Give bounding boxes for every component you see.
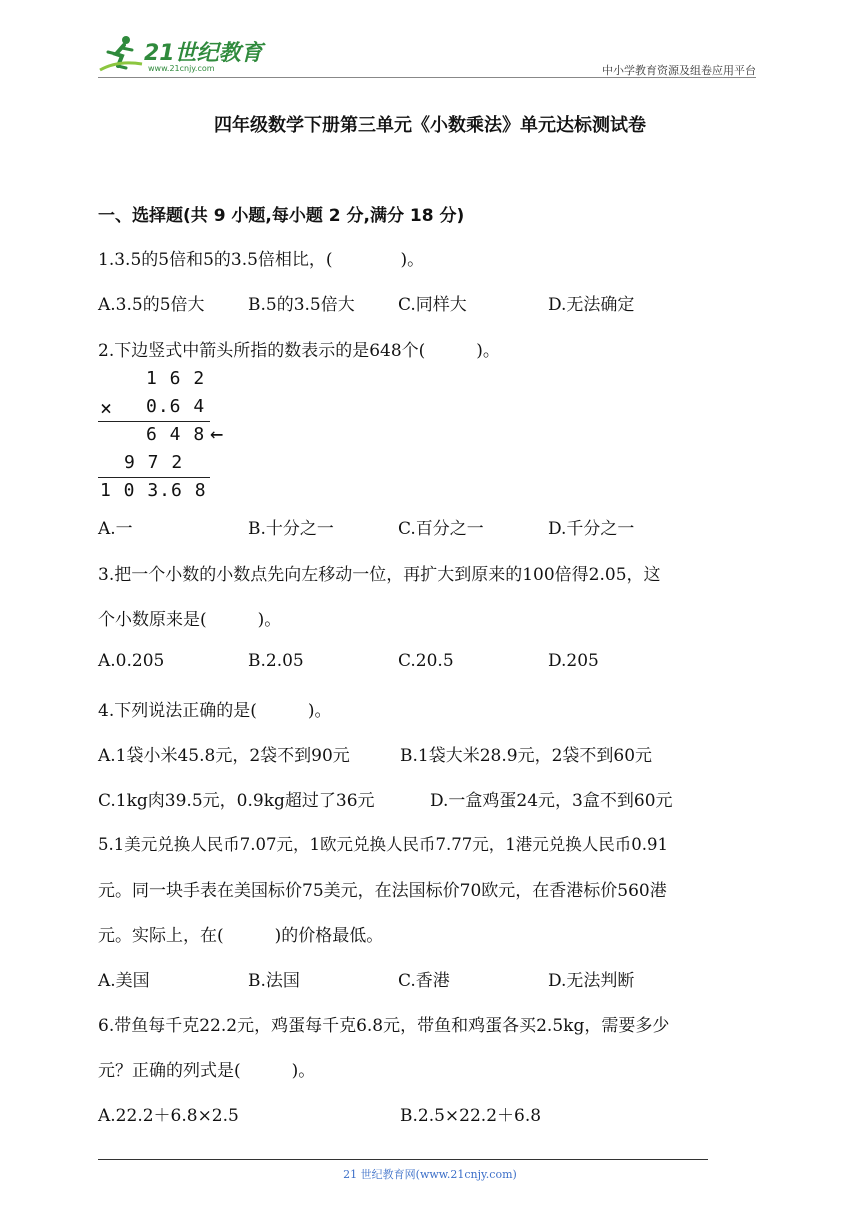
calc-divider-1 [98,421,210,422]
page-title: 四年级数学下册第三单元《小数乘法》单元达标测试卷 [214,115,646,136]
question-3-line-1: 3.把一个小数的小数点先向左移动一位，再扩大到原来的100倍得2.05，这 [98,565,661,585]
footer-divider [98,1159,708,1160]
q5-option-d: D.无法判断 [548,971,635,991]
question-2: 2.下边竖式中箭头所指的数表示的是648个( )。 [98,341,500,361]
q4-option-a: A.1袋小米45.8元，2袋不到90元 [98,746,350,766]
logo [98,34,268,74]
q3-option-b: B.2.05 [248,651,304,671]
question-5-line-2: 元。同一块手表在美国标价75美元，在法国标价70欧元，在香港标价560港 [98,881,667,901]
q4-option-b: B.1袋大米28.9元，2袋不到60元 [400,746,653,766]
q4-option-d: D.一盒鸡蛋24元，3盒不到60元 [430,791,673,811]
q4-option-c: C.1kg肉39.5元，0.9kg超过了36元 [98,791,375,811]
q3-option-a: A.0.205 [98,651,165,671]
q5-option-c: C.香港 [398,971,450,991]
q2-option-b: B.十分之一 [248,519,334,539]
calc-divider-2 [98,477,210,478]
q5-option-b: B.法国 [248,971,300,991]
q2-option-d: D.千分之一 [548,519,635,539]
q3-option-c: C.20.5 [398,651,454,671]
logo-url: www.21cnjy.com [148,64,215,73]
q2-option-a: A.一 [98,519,133,539]
q1-option-b: B.5的3.5倍大 [248,295,355,315]
header-divider [98,77,756,78]
q6-option-a: A.22.2＋6.8×2.5 [98,1106,239,1126]
calc-row-2: 0.6 4 [146,396,206,417]
q1-option-c: C.同样大 [398,295,467,315]
q1-option-a: A.3.5的5倍大 [98,295,205,315]
section-heading: 一、选择题(共 9 小题,每小题 2 分,满分 18 分) [98,206,465,226]
page-footer: 21 世纪教育网(www.21cnjy.com) [343,1168,517,1181]
runner-logo-icon [98,34,144,74]
question-6-line-2: 元？正确的列式是( )。 [98,1061,316,1081]
q3-option-d: D.205 [548,651,599,671]
calc-row-4: 9 7 2 [124,452,184,473]
q2-option-c: C.百分之一 [398,519,484,539]
platform-name: 中小学教育资源及组卷应用平台 [602,64,756,77]
question-4: 4.下列说法正确的是( )。 [98,701,332,721]
question-3-line-2: 个小数原来是( )。 [98,610,282,630]
q1-option-d: D.无法确定 [548,295,635,315]
calc-row-3: 6 4 8 [146,424,206,445]
question-1: 1.3.5的5倍和5的3.5倍相比，( )。 [98,250,425,270]
vertical-multiplication [98,366,238,506]
question-5-line-1: 5.1美元兑换人民币7.07元，1欧元兑换人民币7.77元，1港元兑换人民币0.91 [98,835,668,854]
calc-row-5: 1 0 3.6 8 [100,480,207,501]
logo-text: 21世纪教育 [144,41,263,66]
arrow-icon: ← [210,422,224,447]
page-header [98,30,756,78]
question-5-line-3: 元。实际上，在( )的价格最低。 [98,926,384,946]
multiply-sign: × [100,396,113,420]
question-6-line-1: 6.带鱼每千克22.2元，鸡蛋每千克6.8元，带鱼和鸡蛋各买2.5kg，需要多少 [98,1016,670,1036]
q6-option-b: B.2.5×22.2＋6.8 [400,1106,542,1126]
calc-row-1: 1 6 2 [146,368,206,389]
q5-option-a: A.美国 [98,971,150,991]
